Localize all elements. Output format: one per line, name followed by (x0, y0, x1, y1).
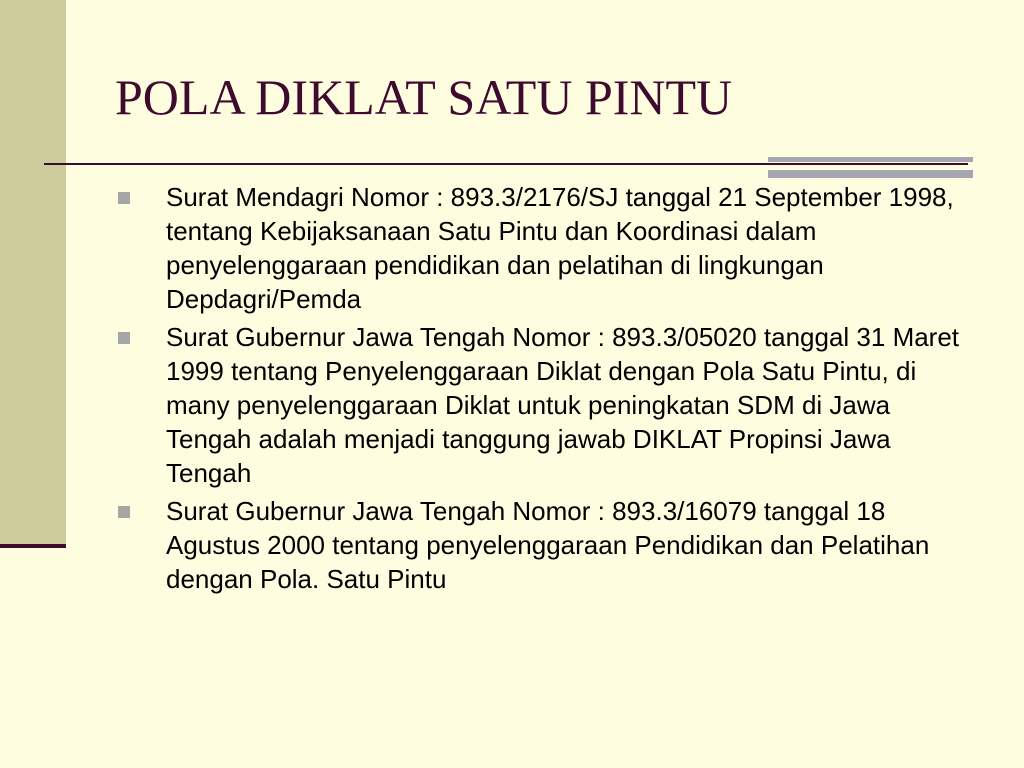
bullet-item (116, 494, 976, 596)
title-rule-accent-bottom (768, 170, 973, 178)
square-bullet-icon (118, 192, 130, 204)
bullet-list (116, 180, 976, 600)
bullet-item (116, 180, 976, 316)
square-bullet-icon (118, 506, 130, 518)
title-rule-accent-top (768, 157, 973, 162)
left-accent-band (0, 0, 66, 548)
square-bullet-icon (118, 332, 130, 344)
bullet-text: Surat Gubernur Jawa Tengah Nomor : 893.3/05020 tanggal 31 Maret 1999 tentang Penyelenggaraan Diklat dengan Pola Satu Pintu, di many penyelenggaraan Diklat untuk peningkatan SDM di Jawa Tengah adalah menjadi tanggung jawab DIKLAT Propinsi Jawa Tengah (166, 322, 960, 488)
bullet-text: Surat Gubernur Jawa Tengah Nomor : 893.3/16079 tanggal 18 Agustus 2000 tentang penyelenggaraan Pendidikan dan Pelatihan dengan Pola. Satu Pintu (166, 496, 930, 594)
left-accent-divider (0, 544, 66, 548)
bullet-text: Surat Mendagri Nomor : 893.3/2176/SJ tanggal 21 September 1998, tentang Kebijaksanaan Satu Pintu dan Koordinasi dalam penyelenggaraan pendidikan dan pelatihan di lingkungan Depdagri/Pemda (166, 182, 954, 314)
slide-title: POLA DIKLAT SATU PINTU (115, 69, 733, 125)
bullet-item (116, 320, 976, 490)
title-underline (44, 163, 968, 165)
